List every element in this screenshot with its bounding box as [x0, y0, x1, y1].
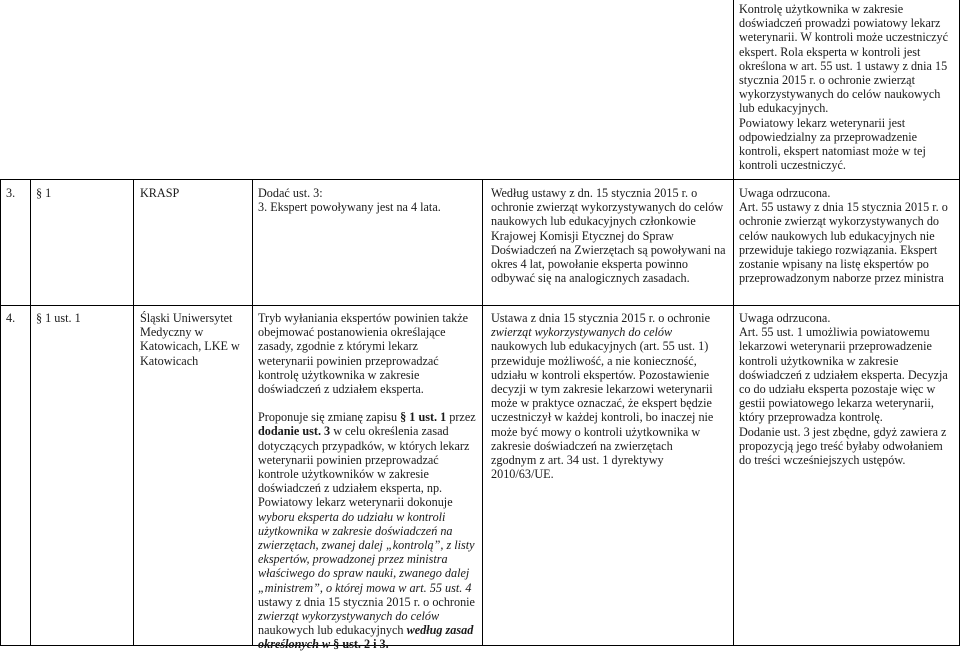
- response-cell: Uwaga odrzucona. Art. 55 ustawy z dnia 15 stycznia 2015 r. o ochronie zwierząt wykorzystywanych do celów naukowych lub edukacyjnych nie przewiduje takiego rozwiązania. Ekspert zostanie wpisany na listę ekspertów po przeprowadzonym naborze przez ministra: [739, 186, 957, 285]
- grid-line: [733, 180, 734, 646]
- response-cell: Uwaga odrzucona. Art. 55 ust. 1 umożliwia powiatowemu lekarzowi weterynarii przeprowadzenie kontroli użytkownika w zakresie doświadczeń z udziałem eksperta. Decyzja co do udziału eksperta pozostaje więc w gestii powiatowego lekarza weterynarii, który przeprowadza kontrolę. Dodanie ust. 3 jest zbędne, gdyż zawiera z propozycją jego treść byłaby odwołaniem do treści wcześniejszych ustępów.: [739, 311, 957, 467]
- grid-line: [0, 179, 960, 180]
- row-number: 4.: [6, 311, 16, 325]
- row-number: 3.: [6, 186, 16, 200]
- proposal-cell: Tryb wyłaniania ekspertów powinien także obejmować postanowienia określające zasady, zgodnie z którymi lekarz weterynarii powinien przeprowadzać kontrolę użytkownika w zakresie doświadczeń z udziałem eksperta. Proponuje się zmianę zapisu § 1 ust. 1 przez dodanie ust. 3 w celu określenia zasad dotyczących przypadków, w których lekarz weterynarii powinien przeprowadzać kontrole użytkowników w zakresie doświadczeń z udziałem eksperta, np. Powiatowy lekarz weterynarii dokonuje wyboru eksperta do udziału w kontroli użytkownika w zakresie doświadczeń na zwierzętach, zwanej dalej „kontrolą”, z listy ekspertów, prowadzonej przez ministra właściwego do spraw nauki, zwanego dalej „ministrem”, o której mowa w art. 55 ust. 4 ustawy z dnia 15 stycznia 2015 r. o ochronie zwierząt wykorzystywanych do celów naukowych lub edukacyjnych według zasad określonych w § ust. 2 i 3.: [258, 311, 476, 652]
- grid-line: [482, 180, 483, 646]
- response-cell-continued: Kontrolę użytkownika w zakresie doświadczeń prowadzi powiatowy lekarz weterynarii. W kontroli może uczestniczyć ekspert. Rola eksperta w kontroli jest określona w art. 55 ust. 1 ustawy z dnia 15 stycznia 2015 r. o ochronie zwierząt wykorzystywanych do celów naukowych lub edukacyjnych. Powiatowy lekarz weterynarii jest odpowiedzialny za przeprowadzenie kontroli, ekspert natomiast może w tej kontroli uczestniczyć.: [739, 2, 949, 173]
- organization: Śląski Uniwersytet Medyczny w Katowicach, LKE w Katowicach: [140, 311, 240, 368]
- grid-line: [133, 180, 134, 646]
- grid-line: [30, 180, 31, 646]
- article-ref: § 1 ust. 1: [36, 311, 81, 325]
- organization: KRASP: [140, 186, 180, 200]
- justification-cell: Ustawa z dnia 15 stycznia 2015 r. o ochronie zwierząt wykorzystywanych do celów naukowych lub edukacyjnych (art. 55 ust. 1) przewiduje możliwość, a nie konieczność, udziału w kontroli ekspertów. Pozostawienie decyzji w tym zakresie lekarzowi weterynarii może w praktyce oznaczać, że ekspert będzie uczestniczył w każdej kontroli, bo inaczej nie może być mowy o kontroli użytkownika w zakresie doświadczeń na zwierzętach zgodnym z art. 34 ust. 1 dyrektywy 2010/63/UE.: [491, 311, 714, 482]
- grid-line: [0, 305, 960, 306]
- response-title: Uwaga odrzucona.: [739, 186, 831, 200]
- article-ref: § 1: [36, 186, 52, 200]
- justification-cell: Według ustawy z dn. 15 stycznia 2015 r. o ochronie zwierząt wykorzystywanych do celów naukowych lub edukacyjnych członkowie Krajowej Komisji Etycznej do Spraw Doświadczeń na Zwierzętach są powoływani na okres 4 lat, powołanie eksperta powinno odbywać się na analogicznych zasadach.: [491, 186, 726, 286]
- grid-line: [733, 0, 734, 180]
- proposal-cell: Dodać ust. 3: 3. Ekspert powoływany jest na 4 lata.: [258, 186, 441, 215]
- response-title: Uwaga odrzucona.: [739, 311, 831, 325]
- grid-line: [252, 180, 253, 646]
- grid-line: [0, 180, 1, 646]
